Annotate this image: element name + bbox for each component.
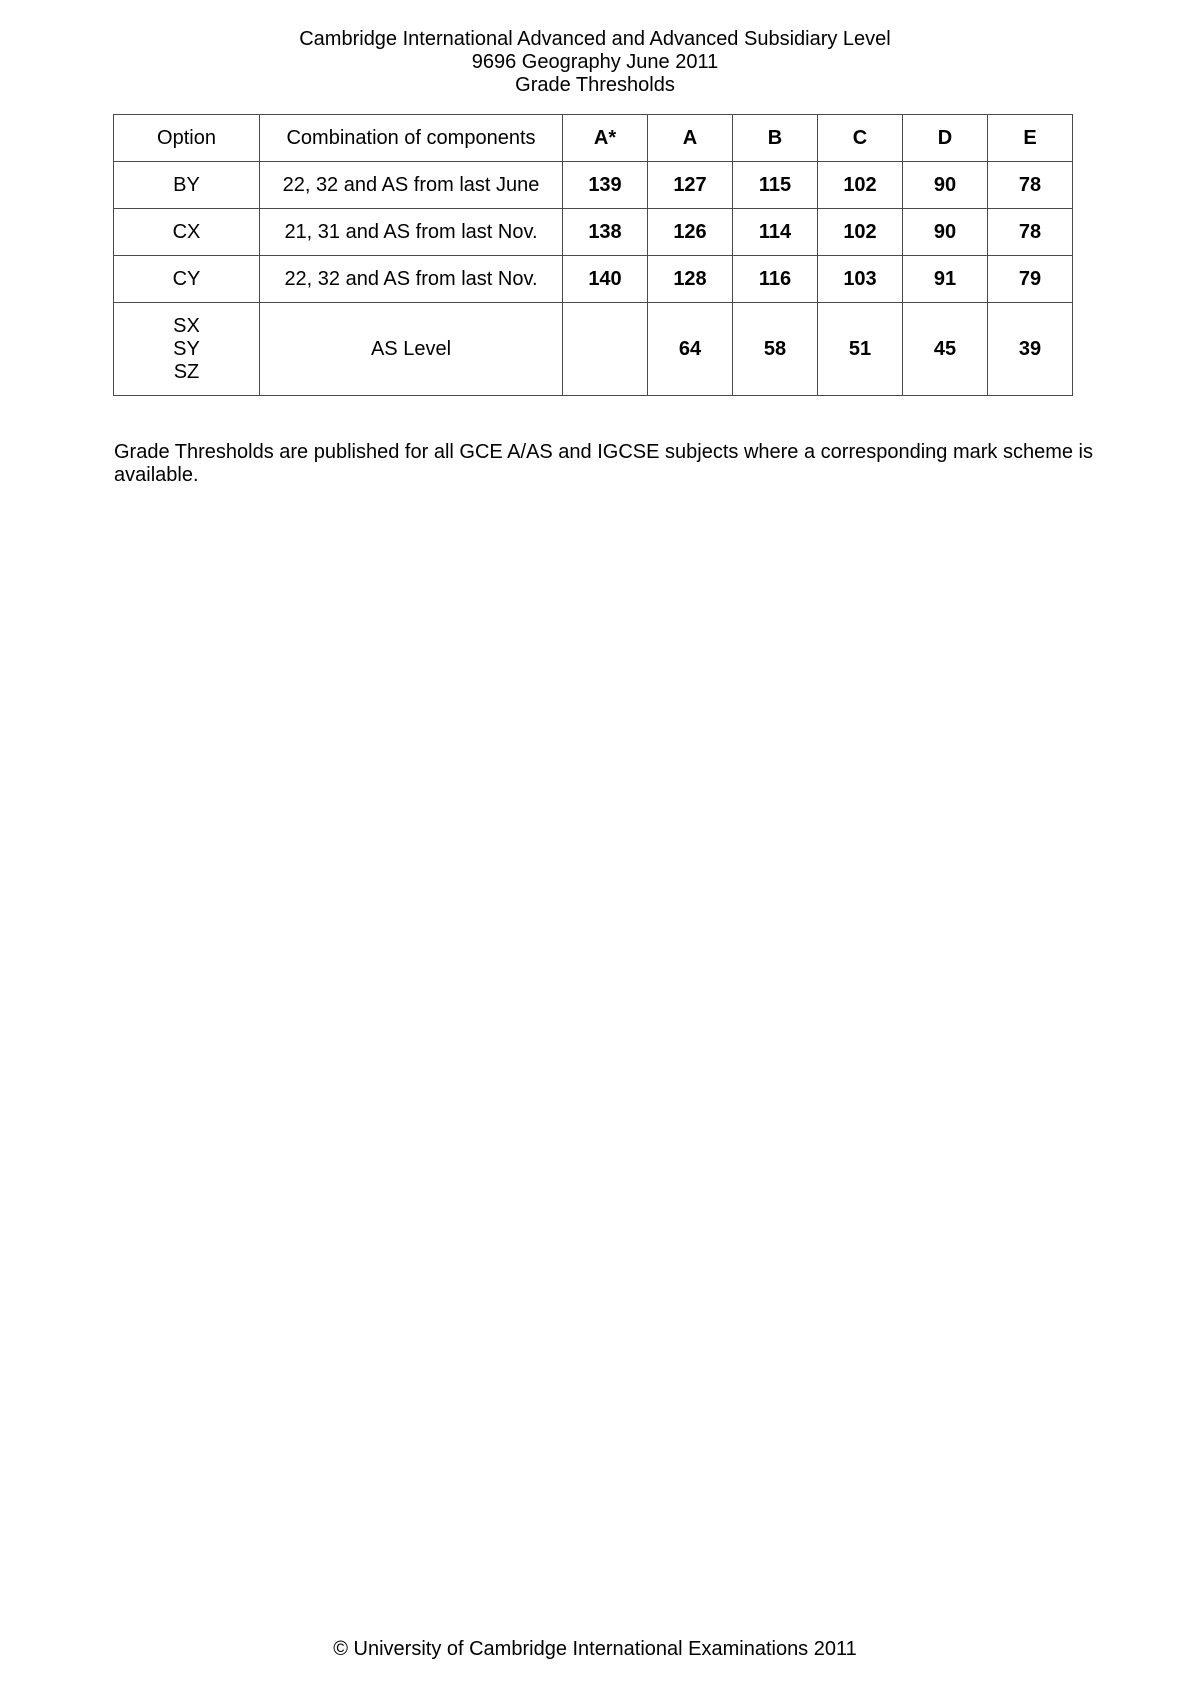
header-grade-a: A <box>648 115 733 162</box>
row-grade-e: 78 <box>988 162 1073 209</box>
copyright-footer: © University of Cambridge International Examinations 2011 <box>333 1638 857 1660</box>
header-title: Cambridge International Advanced and Advanced Subsidiary Level <box>299 28 891 50</box>
row-combination: 22, 32 and AS from last June <box>260 162 563 209</box>
header-grade-c: C <box>818 115 903 162</box>
row-options <box>114 303 260 396</box>
row-grade-d: 90 <box>903 209 988 256</box>
table-row <box>114 162 1073 209</box>
row-grade-b: 116 <box>733 256 818 303</box>
row-option: SZ <box>173 360 200 383</box>
table-row <box>114 303 1073 396</box>
header-combination: Combination of components <box>260 115 563 162</box>
row-grade-astar: 139 <box>563 162 648 209</box>
row-option: BY <box>114 162 260 209</box>
row-grade-astar: 138 <box>563 209 648 256</box>
row-grade-b: 115 <box>733 162 818 209</box>
row-grade-astar <box>563 303 648 396</box>
row-grade-c: 102 <box>818 209 903 256</box>
row-grade-c: 51 <box>818 303 903 396</box>
header-grade-e: E <box>988 115 1073 162</box>
table-header-row <box>114 115 1073 162</box>
row-option: CX <box>114 209 260 256</box>
row-combination: 22, 32 and AS from last Nov. <box>260 256 563 303</box>
row-grade-e: 78 <box>988 209 1073 256</box>
row-grade-c: 102 <box>818 162 903 209</box>
document-header <box>0 28 1190 97</box>
row-option: SX <box>173 314 200 337</box>
row-grade-a: 127 <box>648 162 733 209</box>
row-option: CY <box>114 256 260 303</box>
header-grade-d: D <box>903 115 988 162</box>
row-combination: 21, 31 and AS from last Nov. <box>260 209 563 256</box>
row-grade-b: 58 <box>733 303 818 396</box>
row-grade-d: 45 <box>903 303 988 396</box>
row-grade-a: 64 <box>648 303 733 396</box>
row-grade-c: 103 <box>818 256 903 303</box>
row-grade-e: 39 <box>988 303 1073 396</box>
row-combination: AS Level <box>260 303 563 396</box>
grade-thresholds-table <box>113 114 1073 396</box>
row-grade-a: 126 <box>648 209 733 256</box>
row-grade-d: 90 <box>903 162 988 209</box>
header-grade-b: B <box>733 115 818 162</box>
row-grade-astar: 140 <box>563 256 648 303</box>
header-subject: 9696 Geography June 2011 <box>471 51 719 73</box>
row-grade-b: 114 <box>733 209 818 256</box>
header-subtitle: Grade Thresholds <box>515 74 675 96</box>
header-grade-astar: A* <box>563 115 648 162</box>
row-option: SY <box>173 337 200 360</box>
table-row <box>114 256 1073 303</box>
row-grade-d: 91 <box>903 256 988 303</box>
table-row <box>114 209 1073 256</box>
row-grade-a: 128 <box>648 256 733 303</box>
row-grade-e: 79 <box>988 256 1073 303</box>
publication-note: Grade Thresholds are published for all GCE A/AS and IGCSE subjects where a corresponding mark scheme is available. <box>114 441 1093 486</box>
header-option: Option <box>114 115 260 162</box>
